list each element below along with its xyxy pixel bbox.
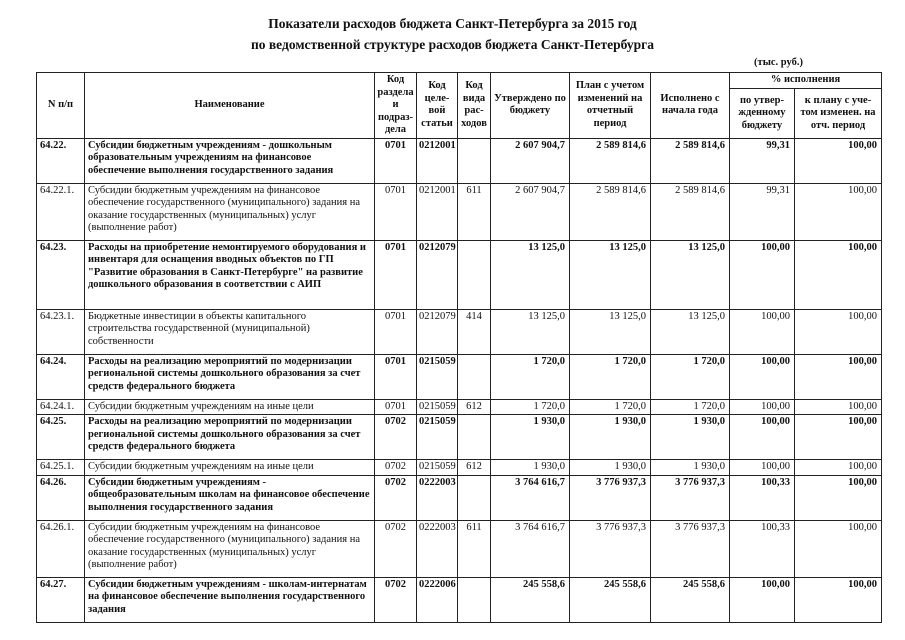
cell-vid: 612: [458, 399, 491, 415]
table-row: [37, 415, 882, 460]
cell-name: Расходы на реализацию мероприятий по модернизации региональной системы дошкольного образования за счет средств федерального бюджета: [85, 415, 375, 460]
cell-executed: 2 589 814,6: [651, 138, 730, 183]
cell-pct-budget: 99,31: [730, 183, 795, 240]
col-statya: Код целе-вой статьи: [417, 73, 458, 139]
table-row: [37, 577, 882, 622]
cell-plan: 245 558,6: [570, 577, 651, 622]
cell-vid: [458, 415, 491, 460]
page-subtitle: по ведомственной структуре расходов бюджета Санкт-Петербурга: [250, 37, 655, 52]
cell-approved: 13 125,0: [491, 309, 570, 354]
cell-vid: [458, 138, 491, 183]
cell-statya: 0222003: [417, 475, 458, 520]
cell-pct-budget: 100,00: [730, 577, 795, 622]
cell-executed: 1 930,0: [651, 460, 730, 476]
units-label: (тыс. руб.): [754, 57, 803, 68]
table-row: [37, 520, 882, 577]
cell-vid: [458, 475, 491, 520]
table-row: [37, 354, 882, 399]
cell-approved: 3 764 616,7: [491, 520, 570, 577]
cell-razdel: 0701: [375, 240, 417, 309]
cell-pct-plan: 100,00: [795, 354, 882, 399]
cell-vid: [458, 240, 491, 309]
cell-name: Субсидии бюджетным учреждениям - дошкольным образовательным учреждениям на финансовое обеспечение выполнения государственного задания: [85, 138, 375, 183]
cell-pct-plan: 100,00: [795, 520, 882, 577]
cell-plan: 2 589 814,6: [570, 138, 651, 183]
table-row: [37, 399, 882, 415]
cell-npp: 64.23.: [37, 240, 85, 309]
page-title: Показатели расходов бюджета Санкт-Петербурга за 2015 год: [268, 16, 637, 31]
cell-statya: 0212001: [417, 138, 458, 183]
cell-name: Бюджетные инвестиции в объекты капитального строительства государственной (муниципальной) собственности: [85, 309, 375, 354]
cell-statya: 0212001: [417, 183, 458, 240]
cell-pct-budget: 100,00: [730, 460, 795, 476]
cell-pct-budget: 100,33: [730, 520, 795, 577]
cell-npp: 64.27.: [37, 577, 85, 622]
cell-plan: 2 589 814,6: [570, 183, 651, 240]
cell-approved: 1 720,0: [491, 399, 570, 415]
cell-pct-plan: 100,00: [795, 475, 882, 520]
cell-razdel: 0701: [375, 354, 417, 399]
cell-executed: 3 776 937,3: [651, 475, 730, 520]
cell-pct-plan: 100,00: [795, 399, 882, 415]
cell-plan: 3 776 937,3: [570, 520, 651, 577]
cell-approved: 245 558,6: [491, 577, 570, 622]
col-pct-group: % исполнения: [730, 73, 882, 89]
cell-plan: 13 125,0: [570, 309, 651, 354]
cell-vid: 414: [458, 309, 491, 354]
cell-vid: 611: [458, 520, 491, 577]
col-executed: Исполнено с начала года: [651, 73, 730, 139]
cell-statya: 0212079: [417, 240, 458, 309]
cell-name: Субсидии бюджетным учреждениям на иные цели: [85, 399, 375, 415]
col-razdel: Код раздела и подраз-дела: [375, 73, 417, 139]
col-pct-plan: к плану с уче-том изменен. на отч. период: [795, 89, 882, 138]
cell-razdel: 0701: [375, 399, 417, 415]
cell-npp: 64.22.1.: [37, 183, 85, 240]
cell-razdel: 0701: [375, 183, 417, 240]
cell-approved: 3 764 616,7: [491, 475, 570, 520]
cell-pct-budget: 100,00: [730, 309, 795, 354]
cell-pct-plan: 100,00: [795, 183, 882, 240]
cell-executed: 1 720,0: [651, 399, 730, 415]
cell-pct-budget: 100,33: [730, 475, 795, 520]
cell-vid: [458, 354, 491, 399]
table-row: [37, 309, 882, 354]
cell-approved: 1 930,0: [491, 460, 570, 476]
cell-razdel: 0702: [375, 520, 417, 577]
cell-pct-budget: 100,00: [730, 415, 795, 460]
cell-pct-budget: 100,00: [730, 354, 795, 399]
cell-plan: 13 125,0: [570, 240, 651, 309]
cell-executed: 1 930,0: [651, 415, 730, 460]
cell-plan: 1 720,0: [570, 399, 651, 415]
cell-vid: [458, 577, 491, 622]
cell-pct-plan: 100,00: [795, 309, 882, 354]
cell-statya: 0215059: [417, 415, 458, 460]
cell-razdel: 0702: [375, 577, 417, 622]
cell-name: Расходы на реализацию мероприятий по модернизации региональной системы дошкольного образования за счет средств федерального бюджета: [85, 354, 375, 399]
cell-executed: 13 125,0: [651, 240, 730, 309]
cell-razdel: 0702: [375, 415, 417, 460]
col-name: Наименование: [85, 73, 375, 139]
cell-statya: 0212079: [417, 309, 458, 354]
cell-executed: 2 589 814,6: [651, 183, 730, 240]
cell-npp: 64.26.1.: [37, 520, 85, 577]
cell-pct-budget: 99,31: [730, 138, 795, 183]
table-row: [37, 138, 882, 183]
table-body: [37, 138, 882, 622]
cell-pct-plan: 100,00: [795, 240, 882, 309]
budget-table: [36, 72, 882, 623]
cell-pct-budget: 100,00: [730, 240, 795, 309]
cell-name: Субсидии бюджетным учреждениям на иные цели: [85, 460, 375, 476]
cell-executed: 1 720,0: [651, 354, 730, 399]
cell-executed: 13 125,0: [651, 309, 730, 354]
cell-vid: 611: [458, 183, 491, 240]
cell-pct-plan: 100,00: [795, 577, 882, 622]
cell-npp: 64.24.1.: [37, 399, 85, 415]
cell-pct-plan: 100,00: [795, 460, 882, 476]
cell-executed: 3 776 937,3: [651, 520, 730, 577]
col-pct-budget: по утвер-жденному бюджету: [730, 89, 795, 138]
col-approved: Утверждено по бюджету: [491, 73, 570, 139]
cell-name: Субсидии бюджетным учреждениям - школам-интернатам на финансовое обеспечение выполнения государственного задания: [85, 577, 375, 622]
cell-plan: 3 776 937,3: [570, 475, 651, 520]
cell-pct-plan: 100,00: [795, 415, 882, 460]
cell-name: Субсидии бюджетным учреждениям на финансовое обеспечение государственного (муниципального) задания на оказание государственных (муниципальных) услуг (выполнение работ): [85, 520, 375, 577]
cell-statya: 0215059: [417, 399, 458, 415]
cell-approved: 13 125,0: [491, 240, 570, 309]
col-vid: Код вида рас-ходов: [458, 73, 491, 139]
cell-approved: 2 607 904,7: [491, 183, 570, 240]
cell-razdel: 0702: [375, 475, 417, 520]
cell-npp: 64.25.: [37, 415, 85, 460]
cell-razdel: 0701: [375, 309, 417, 354]
cell-razdel: 0702: [375, 460, 417, 476]
cell-plan: 1 930,0: [570, 415, 651, 460]
cell-name: Расходы на приобретение немонтируемого оборудования и инвентаря для оснащения вводных объектов по ГП "Развитие образования в Санкт-Петербурге" на развитие дошкольного образования в соответствии с АИП: [85, 240, 375, 309]
table-header: [37, 73, 882, 139]
cell-approved: 2 607 904,7: [491, 138, 570, 183]
cell-name: Субсидии бюджетным учреждениям на финансовое обеспечение государственного (муниципального) задания на оказание государственных (муниципальных) услуг (выполнение работ): [85, 183, 375, 240]
cell-npp: 64.25.1.: [37, 460, 85, 476]
table-row: [37, 475, 882, 520]
table-row: [37, 240, 882, 309]
col-npp: N п/п: [37, 73, 85, 139]
cell-pct-budget: 100,00: [730, 399, 795, 415]
cell-approved: 1 930,0: [491, 415, 570, 460]
cell-npp: 64.24.: [37, 354, 85, 399]
cell-approved: 1 720,0: [491, 354, 570, 399]
cell-statya: 0215059: [417, 354, 458, 399]
cell-plan: 1 720,0: [570, 354, 651, 399]
table-row: [37, 183, 882, 240]
cell-pct-plan: 100,00: [795, 138, 882, 183]
cell-name: Субсидии бюджетным учреждениям - общеобразовательным школам на финансовое обеспечение выполнения государственного задания: [85, 475, 375, 520]
cell-statya: 0222003: [417, 520, 458, 577]
cell-vid: 612: [458, 460, 491, 476]
cell-statya: 0215059: [417, 460, 458, 476]
cell-npp: 64.26.: [37, 475, 85, 520]
cell-npp: 64.22.: [37, 138, 85, 183]
table-row: [37, 460, 882, 476]
cell-statya: 0222006: [417, 577, 458, 622]
cell-plan: 1 930,0: [570, 460, 651, 476]
cell-npp: 64.23.1.: [37, 309, 85, 354]
cell-razdel: 0701: [375, 138, 417, 183]
col-plan: План с учетом изменений на отчетный период: [570, 73, 651, 139]
cell-executed: 245 558,6: [651, 577, 730, 622]
